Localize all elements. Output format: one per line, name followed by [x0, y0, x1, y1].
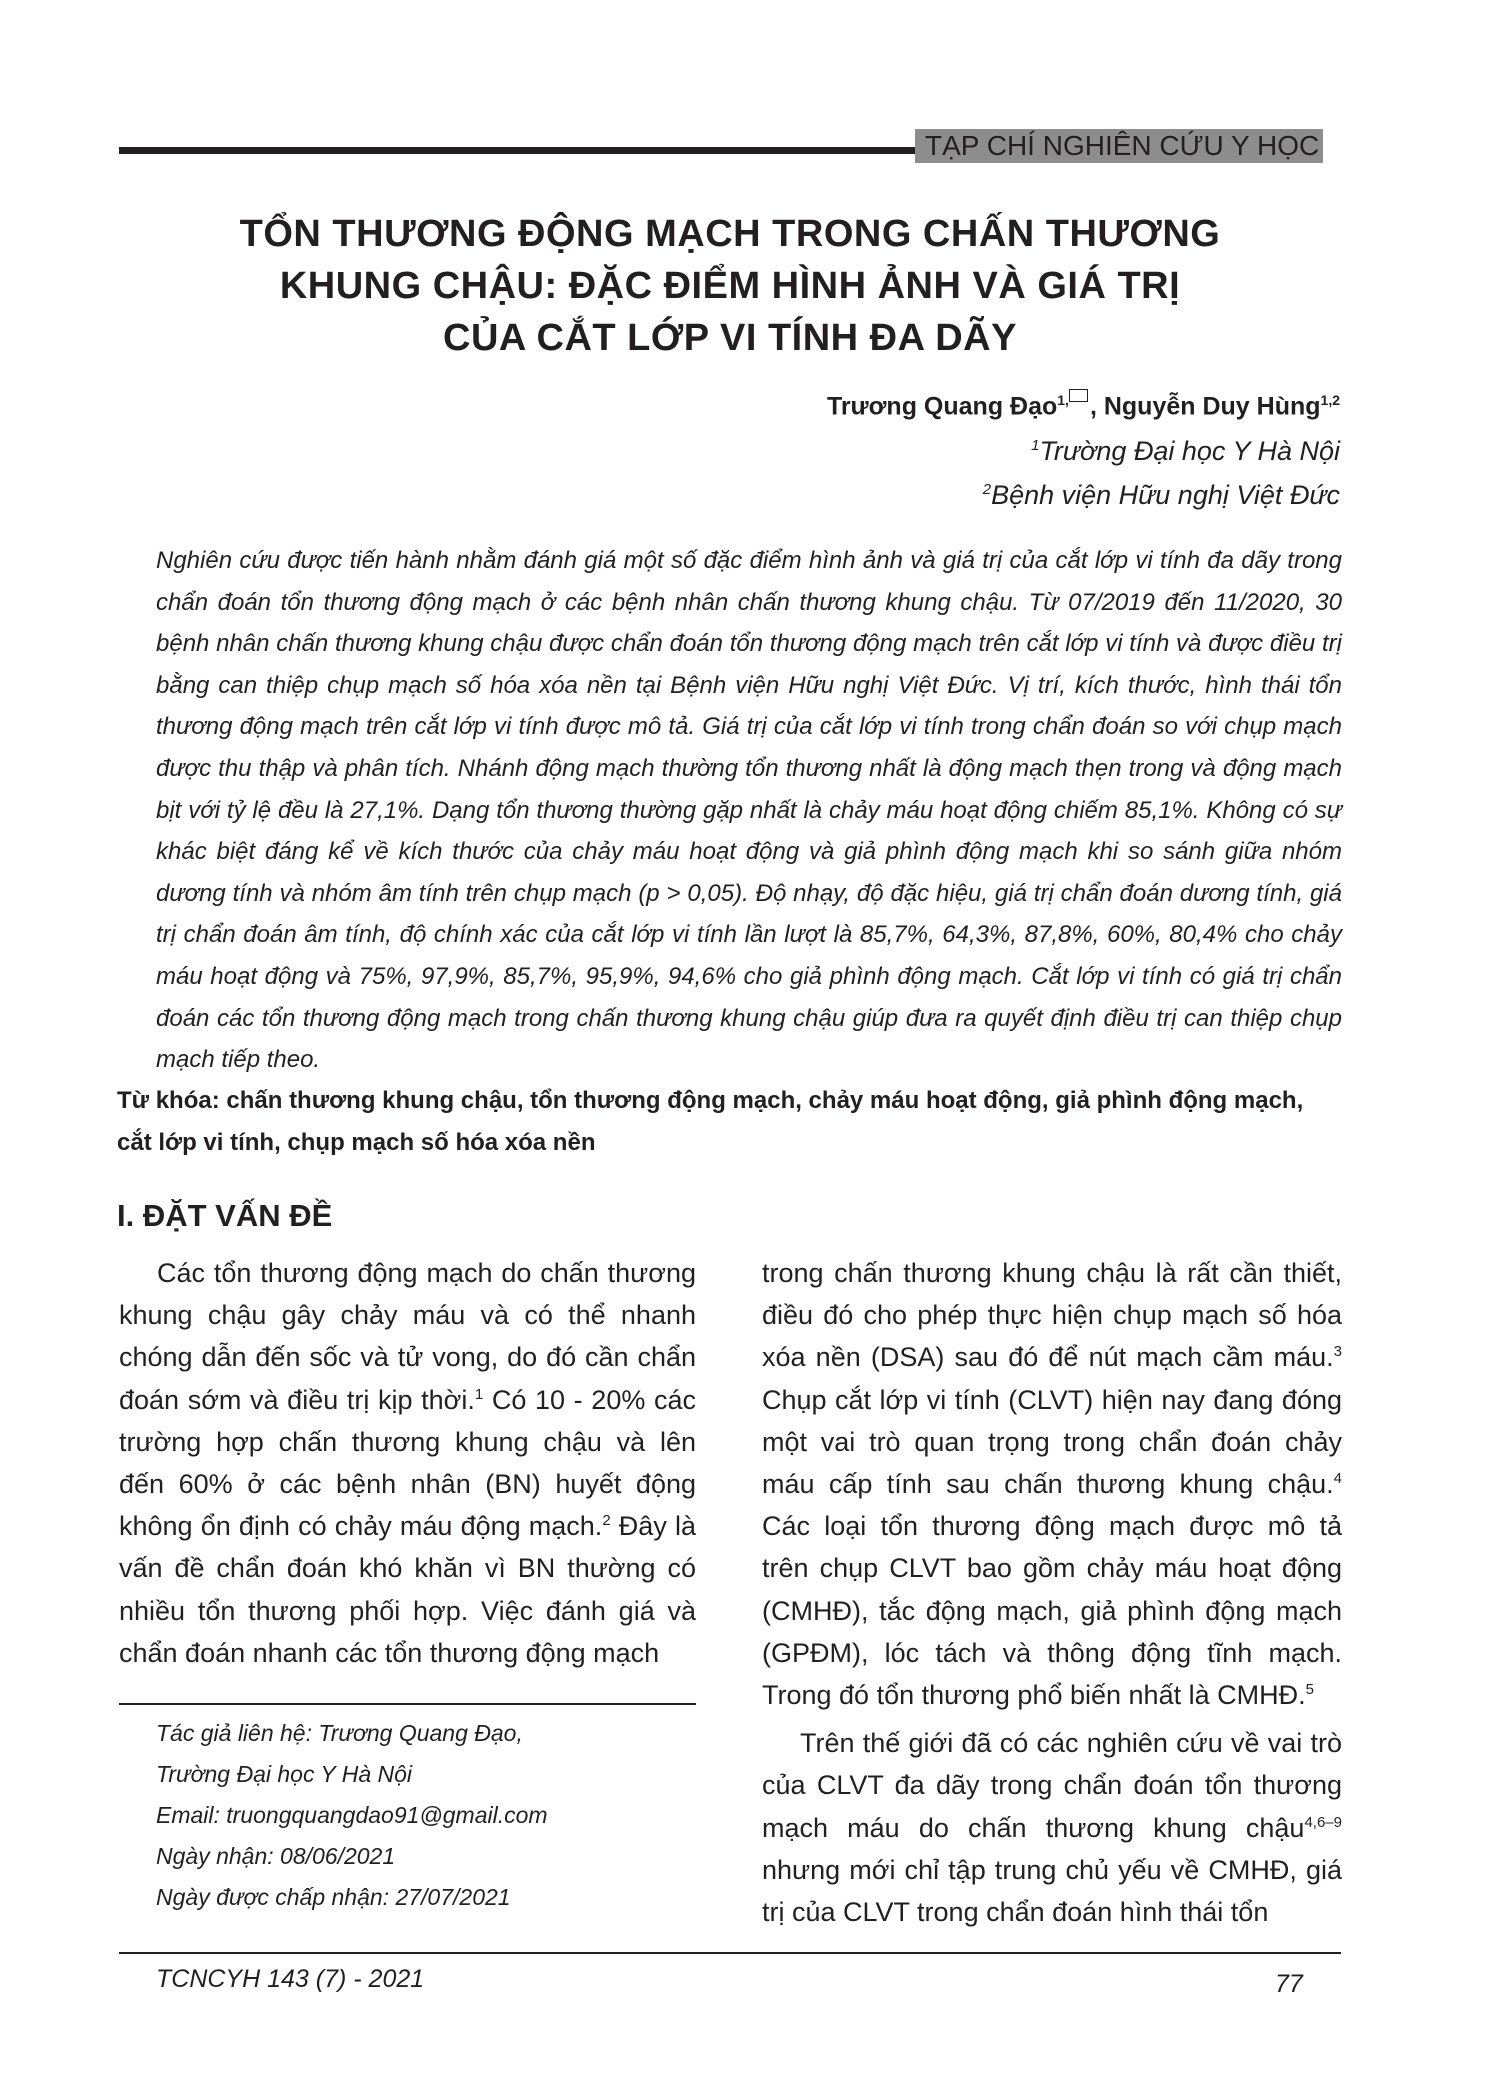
- text-run: Có 10 - 20% các trường hợp chấn thương khung chậu và lên đến 60% ở các bệnh nhân (BN) huyết động không ổn định có chảy máu động mạch.: [119, 1384, 696, 1542]
- text-run: trong chấn thương khung chậu là rất cần thiết, điều đó cho phép thực hiện chụp mạch số hóa xóa nền (DSA) sau đó để nút mạch cầm máu.: [762, 1258, 1342, 1373]
- author-name: Nguyễn Duy Hùng: [1103, 392, 1321, 421]
- author-list: Trương Quang Đạo$^{1,}$ , Nguyễn Duy Hùng$^{1,2}$: [827, 392, 1340, 421]
- abstract: Nghiên cứu được tiến hành nhằm đánh giá một số đặc điểm hình ảnh và giá trị của cắt lớp vi tính đa dãy trong chẩn đoán tổn thương động mạch ở các bệnh nhân chấn thương khung chậu. Từ 07/2019 đến 11/2020, 30 bệnh nhân chấn thương khung chậu được chẩn đoán tổn thương động mạch trên cắt lớp vi tính và được điều trị bằng can thiệp chụp mạch số hóa xóa nền tại Bệnh viện Hữu nghị Việt Đức. Vị trí, kích thước, hình thái tổn thương động mạch trên cắt lớp vi tính được mô tả. Giá trị của cắt lớp vi tính trong chẩn đoán so với chụp mạch được thu thập và phân tích. Nhánh động mạch thường tổn thương nhất là động mạch thẹn trong và động mạch bịt với tỷ lệ đều là 27,1%. Dạng tổn thương thường gặp nhất là chảy máu hoạt động chiếm 85,1%. Không có sự khác biệt đáng kể về kích thước của chảy máu hoạt động và giả phình động mạch khi so sánh giữa nhóm dương tính và nhóm âm tính trên chụp mạch (p > 0,05). Độ nhạy, độ đặc hiệu, giá trị chẩn đoán dương tính, giá trị chẩn đoán âm tính, độ chính xác của cắt lớp vi tính lần lượt là 85,7%, 64,3%, 87,8%, 60%, 80,4% cho chảy máu hoạt động và 75%, 97,9%, 85,7%, 95,9%, 94,6% cho giả phình động mạch. Cắt lớp vi tính có giá trị chẩn đoán các tổn thương động mạch trong chấn thương khung chậu giúp đưa ra quyết định điều trị can thiệp chụp mạch tiếp theo.: [156, 547, 1342, 1074]
- citation-ref: 2: [602, 1512, 611, 1530]
- affiliation-text: Trường Đại học Y Hà Nội: [1039, 436, 1340, 466]
- title-line: TỔN THƯƠNG ĐỘNG MẠCH TRONG CHẤN THƯƠNG: [239, 213, 1221, 255]
- text-run: nhưng mới chỉ tập trung chủ yếu về CMHĐ, giá trị của CLVT trong chẩn đoán hình thái tổn: [762, 1854, 1342, 1928]
- text-run: Các tổn thương động mạch do chấn thương khung chậu gây chảy máu và có thể nhanh chóng dẫn đến sốc và tử vong, do đó cần chẩn đoán sớm và điều trị kịp thời.: [119, 1258, 696, 1415]
- affiliation: [1031, 436, 1340, 467]
- footnote-rule: [119, 1703, 696, 1705]
- text-run: Các loại tổn thương động mạch được mô tả trên chụp CLVT bao gồm chảy máu hoạt động (CMHĐ), tắc động mạch, giả phình động mạch (GPĐM), lóc tách và thông động tĩnh mạch. Trong đó tổn thương phổ biến nhất là CMHĐ.: [762, 1511, 1342, 1711]
- journal-issue: TCNCYH 143 (7) - 2021: [156, 1965, 425, 1993]
- affiliation-text: Bệnh viện Hữu nghị Việt Đức: [991, 480, 1340, 510]
- paragraph: [762, 1252, 1342, 1716]
- footnote-accepted: Ngày được chấp nhận: 27/07/2021: [156, 1884, 511, 1910]
- body-column-left: [119, 1252, 696, 1674]
- citation-ref: 3: [1333, 1343, 1342, 1361]
- page-number: 77: [1275, 1970, 1303, 1998]
- journal-header: TẠP CHÍ NGHIÊN CỨU Y HỌC: [915, 129, 1323, 163]
- title-line: CỦA CẮT LỚP VI TÍNH ĐA DÃY: [443, 317, 1017, 359]
- author-name: Trương Quang Đạo: [826, 392, 1058, 421]
- affiliation-sup: 1: [1031, 437, 1040, 454]
- citation-ref: 5: [1305, 1681, 1314, 1699]
- author-affiliation-sup: 1,2: [1320, 392, 1340, 408]
- body-column-right: [762, 1252, 1342, 1933]
- title-line: KHUNG CHẬU: ĐẶC ĐIỂM HÌNH ẢNH VÀ GIÁ TRỊ: [279, 265, 1181, 307]
- text-run: Chụp cắt lớp vi tính (CLVT) hiện nay đang đóng một vai trò quan trọng trong chẩn đoán chảy máu cấp tính sau chấn thương khung chậu.: [762, 1384, 1342, 1500]
- footnote-email: Email: truongquangdao91@gmail.com: [156, 1802, 548, 1828]
- citation-ref: 4,6–9: [1304, 1813, 1342, 1831]
- keywords: Từ khóa: chấn thương khung chậu, tổn thương động mạch, chảy máu hoạt động, giả phình động mạch, cắt lớp vi tính, chụp mạch số hóa xóa nền: [117, 1087, 1304, 1156]
- footer-rule: [119, 1952, 1341, 1954]
- paragraph: [762, 1722, 1342, 1933]
- envelope-icon: [1069, 389, 1088, 402]
- citation-ref: 1: [474, 1385, 484, 1403]
- text-run: Trên thế giới đã có các nghiên cứu về vai trò của CLVT đa dãy trong chẩn đoán tổn thương mạch máu do chấn thương khung chậu: [762, 1728, 1342, 1843]
- author-affiliation-sup: 1,: [1057, 392, 1069, 408]
- footnote-received: Ngày nhận: 08/06/2021: [156, 1843, 396, 1869]
- footnote-institution: Trường Đại học Y Hà Nội: [156, 1761, 413, 1787]
- text-run: Đây là vấn đề chẩn đoán khó khăn vì BN thường có nhiều tổn thương phối hợp. Việc đánh giá và chẩn đoán nhanh các tổn thương động mạch: [119, 1511, 696, 1668]
- affiliation: [983, 480, 1340, 511]
- affiliation-sup: 2: [982, 481, 992, 498]
- section-heading: I. ĐẶT VẤN ĐỀ: [117, 1198, 333, 1233]
- article-title: [120, 208, 1340, 364]
- header-rule: [119, 147, 919, 154]
- footnote-contact: Tác giả liên hệ: Trương Quang Đạo,: [156, 1720, 523, 1746]
- citation-ref: 4: [1333, 1470, 1342, 1488]
- paragraph: [119, 1252, 696, 1674]
